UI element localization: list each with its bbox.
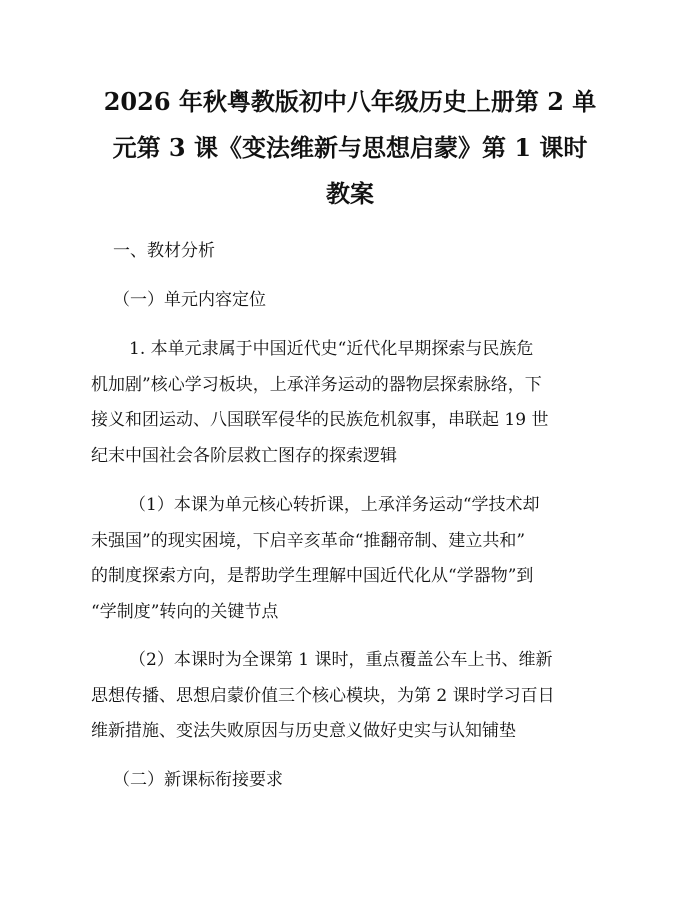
paragraph-2-line-3: 的制度探索方向，是帮助学生理解中国近代化从“学器物”到 <box>91 566 534 586</box>
paragraph-3-line-1: （2）本课时为全课第 1 课时，重点覆盖公车上书、维新 <box>129 650 553 670</box>
paragraph-1-line-3: 接义和团运动、八国联军侵华的民族危机叙事，串联起 19 世 <box>91 410 549 430</box>
section-heading-textbook-analysis: 一、教材分析 <box>113 241 215 261</box>
subsection-heading-unit-positioning: （一）单元内容定位 <box>113 290 266 310</box>
paragraph-2-line-1: （1）本课为单元核心转折课，上承洋务运动“学技术却 <box>129 495 540 515</box>
document-title-line-1: 2026 年秋粤教版初中八年级历史上册第 2 单 <box>103 87 597 116</box>
paragraph-3-line-3: 维新措施、变法失败原因与历史意义做好史实与认知铺垫 <box>91 721 516 741</box>
document-title-line-3: 教案 <box>326 179 374 208</box>
paragraph-2-line-2: 未强国”的现实困境，下启辛亥革命“推翻帝制、建立共和” <box>91 531 526 551</box>
document-title-line-2: 元第 3 课《变法维新与思想启蒙》第 1 课时 <box>112 133 588 162</box>
subsection-heading-curriculum-standards: （二）新课标衔接要求 <box>113 770 283 790</box>
paragraph-2-line-4: “学制度”转向的关键节点 <box>91 602 279 622</box>
paragraph-1-line-4: 纪末中国社会各阶层救亡图存的探索逻辑 <box>91 446 397 466</box>
paragraph-3-line-2: 思想传播、思想启蒙价值三个核心模块，为第 2 课时学习百日 <box>91 686 555 706</box>
paragraph-1-line-1: 1. 本单元隶属于中国近代史“近代化早期探索与民族危 <box>129 339 534 359</box>
paragraph-1-line-2: 机加剧”核心学习板块，上承洋务运动的器物层探索脉络，下 <box>91 375 542 395</box>
